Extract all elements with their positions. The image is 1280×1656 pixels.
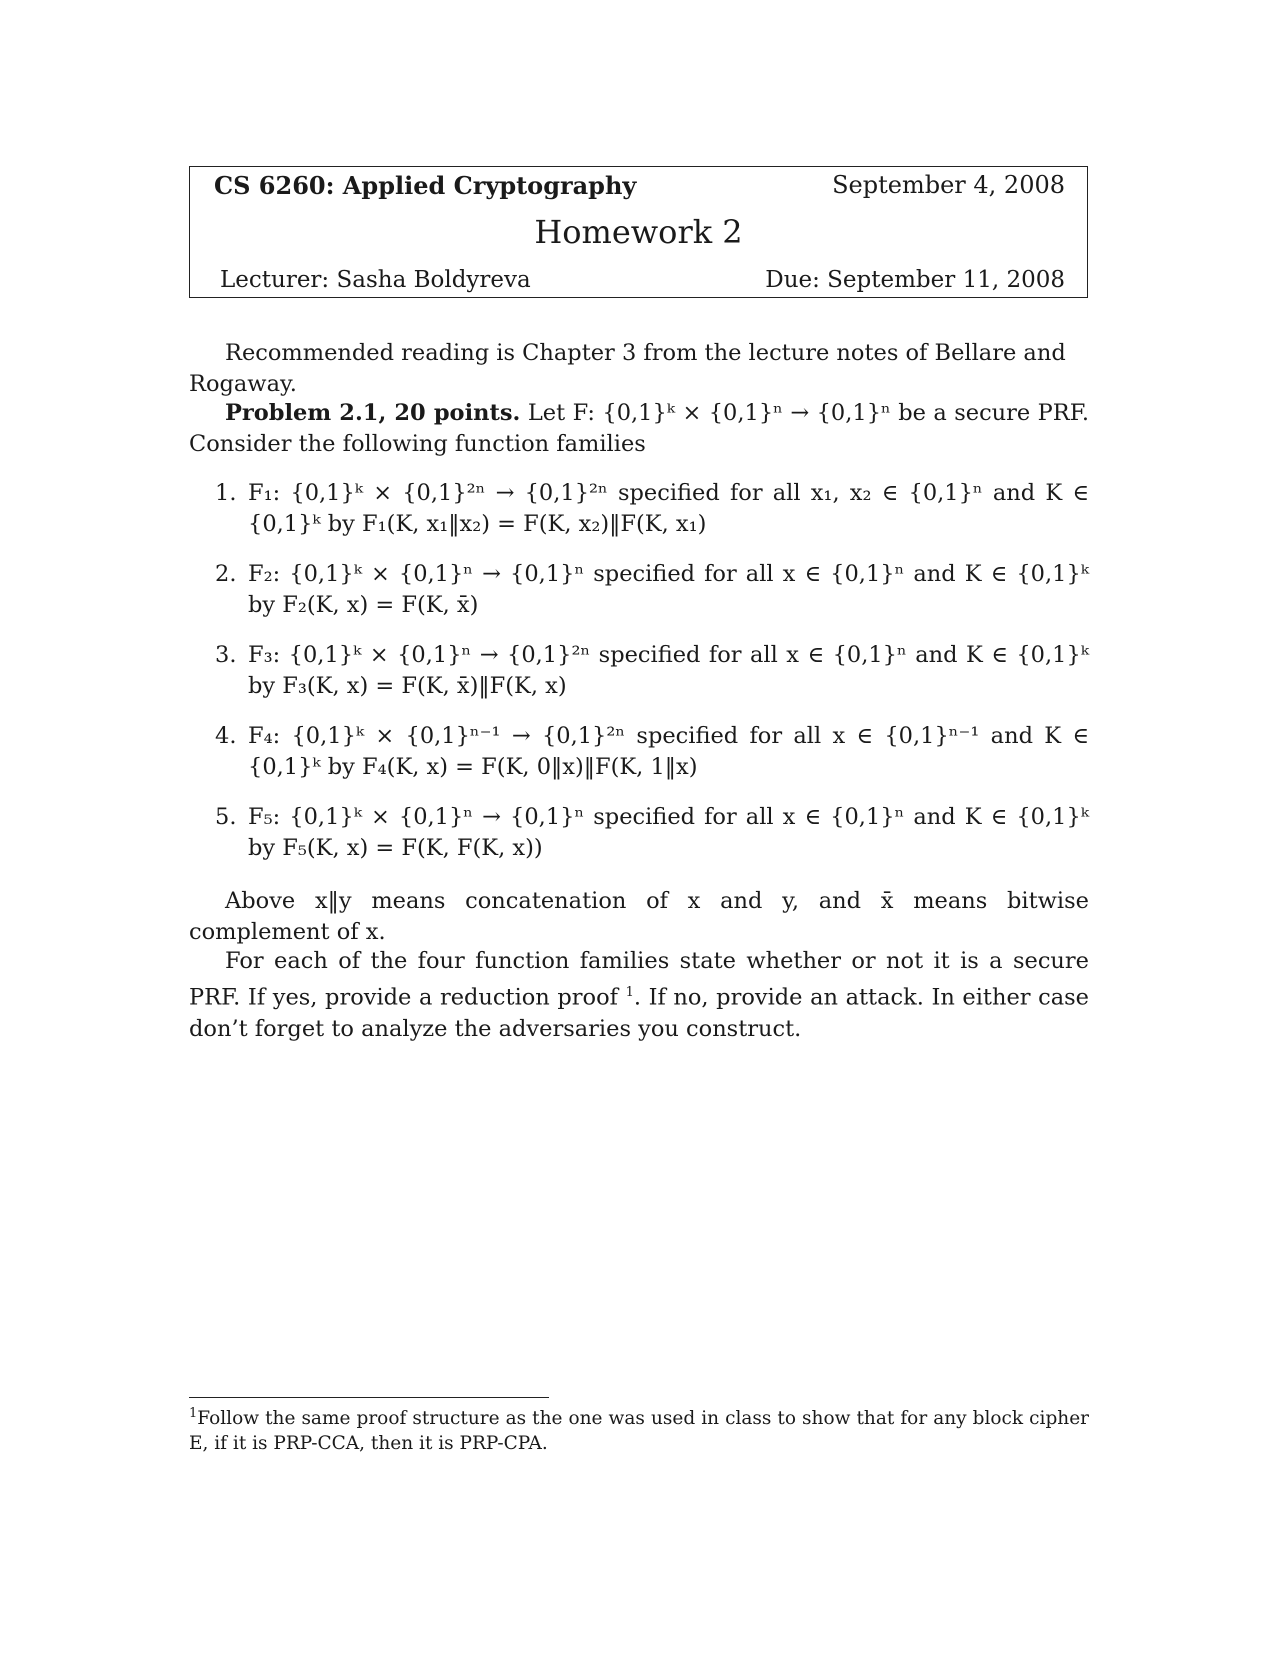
list-item	[215, 721, 1089, 783]
list-item	[215, 640, 1089, 702]
footnote-number: 1	[189, 1406, 198, 1421]
header-box	[189, 166, 1088, 298]
item-number: 5.	[215, 804, 237, 830]
lecturer: Lecturer: Sasha Boldyreva	[220, 267, 531, 293]
issue-date: September 4, 2008	[832, 171, 1065, 199]
item-number: 2.	[215, 561, 237, 587]
instructions-text: For each of the four function families state whether or not it is a secure PRF. If yes, provide a reduction proof	[189, 948, 1089, 1011]
item-text: F₂: {0,1}ᵏ × {0,1}ⁿ → {0,1}ⁿ specified for all x ∈ {0,1}ⁿ and K ∈ {0,1}ᵏ by F₂(K, x) = F(K, x̄)	[248, 561, 1089, 618]
instructions-text-rest: . If no, provide an attack. In either case don’t forget to analyze the adversaries you construct.	[189, 984, 1089, 1042]
page-title: Homework 2	[534, 213, 743, 251]
problem-heading: Problem 2.1, 20 points.	[225, 400, 521, 426]
list-item	[215, 802, 1089, 864]
item-text: F₅: {0,1}ᵏ × {0,1}ⁿ → {0,1}ⁿ specified for all x ∈ {0,1}ⁿ and K ∈ {0,1}ᵏ by F₅(K, x) = F(K, F(K, x))	[248, 804, 1089, 861]
item-number: 3.	[215, 642, 237, 668]
problem-statement	[189, 398, 1089, 460]
instructions	[189, 946, 1089, 1045]
list-item	[215, 478, 1089, 540]
footnote-mark: 1	[625, 985, 634, 1000]
footnote	[189, 1401, 1089, 1456]
problem-text: Let F: {0,1}ᵏ × {0,1}ⁿ → {0,1}ⁿ be a secure PRF. Consider the following function families	[189, 400, 1090, 457]
due-date: Due: September 11, 2008	[765, 267, 1065, 293]
item-number: 4.	[215, 723, 237, 749]
item-number: 1.	[215, 480, 237, 506]
recommended-reading: Recommended reading is Chapter 3 from the lecture notes of Bellare and Rogaway.	[189, 340, 1066, 397]
function-family-list	[215, 478, 1089, 883]
item-text: F₄: {0,1}ᵏ × {0,1}ⁿ⁻¹ → {0,1}²ⁿ specified for all x ∈ {0,1}ⁿ⁻¹ and K ∈ {0,1}ᵏ by F₄(K, x) = F(K, 0‖x)‖F(K, 1‖x)	[248, 723, 1089, 780]
list-item	[215, 559, 1089, 621]
notation-note: Above x‖y means concatenation of x and y, and x̄ means bitwise complement of x.	[189, 888, 1089, 945]
item-text: F₁: {0,1}ᵏ × {0,1}²ⁿ → {0,1}²ⁿ specified for all x₁, x₂ ∈ {0,1}ⁿ and K ∈ {0,1}ᵏ by F₁(K, x₁‖x₂) = F(K, x₂)‖F(K, x₁)	[248, 480, 1089, 537]
footnote-divider	[189, 1397, 549, 1398]
item-text: F₃: {0,1}ᵏ × {0,1}ⁿ → {0,1}²ⁿ specified for all x ∈ {0,1}ⁿ and K ∈ {0,1}ᵏ by F₃(K, x) = F(K, x̄)‖F(K, x)	[248, 642, 1089, 699]
course-title: CS 6260: Applied Cryptography	[214, 171, 637, 200]
footnote-text: Follow the same proof structure as the one was used in class to show that for any block cipher E, if it is PRP-CCA, then it is PRP-CPA.	[189, 1408, 1089, 1455]
